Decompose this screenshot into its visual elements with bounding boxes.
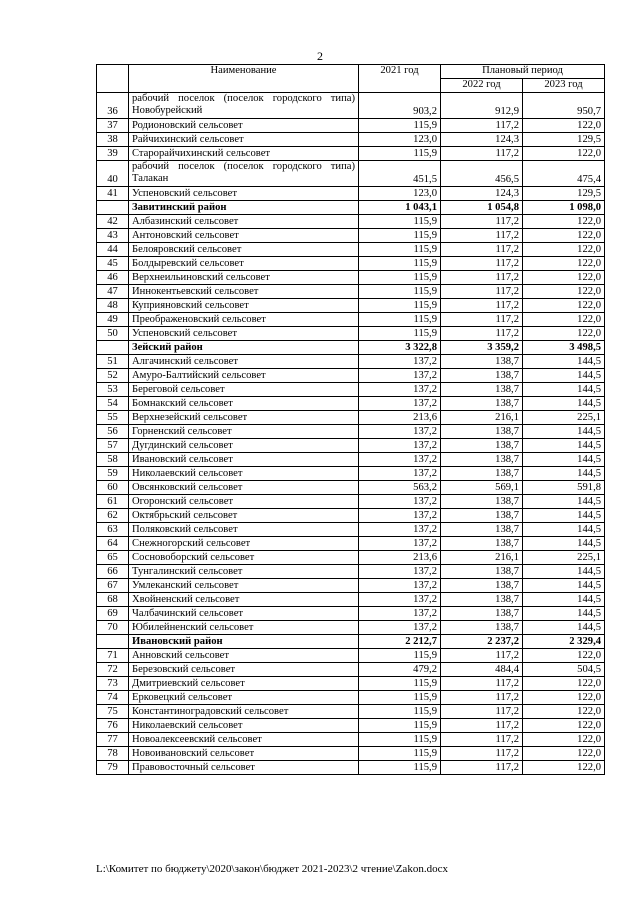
- row-number: 76: [97, 719, 129, 733]
- row-value-2022: 117,2: [441, 243, 523, 257]
- table-row: [97, 425, 605, 439]
- row-value-2023: 225,1: [523, 411, 605, 425]
- district-row: [97, 201, 605, 215]
- row-name: Горненский сельсовет: [129, 425, 359, 439]
- table-row: [97, 313, 605, 327]
- row-number: 46: [97, 271, 129, 285]
- row-number: 55: [97, 411, 129, 425]
- row-number: 77: [97, 733, 129, 747]
- row-number: 64: [97, 537, 129, 551]
- file-path-footer: L:\Комитет по бюджету\2020\закон\бюджет 2021-2023\2 чтение\Zakon.docx: [96, 863, 448, 875]
- row-value-2021: 115,9: [359, 747, 441, 761]
- row-value-2023: 129,5: [523, 187, 605, 201]
- row-name: Антоновский сельсовет: [129, 229, 359, 243]
- row-name: Ерковецкий сельсовет: [129, 691, 359, 705]
- row-number: 65: [97, 551, 129, 565]
- row-value-2021: 123,0: [359, 187, 441, 201]
- row-name: Чалбачинский сельсовет: [129, 607, 359, 621]
- row-value-2021: 115,9: [359, 691, 441, 705]
- row-value-2022: 117,2: [441, 285, 523, 299]
- row-name: Огоронский сельсовет: [129, 495, 359, 509]
- row-name: Верхнезейский сельсовет: [129, 411, 359, 425]
- row-value-2023: 122,0: [523, 243, 605, 257]
- row-value-2022: 138,7: [441, 495, 523, 509]
- row-value-2023: 122,0: [523, 229, 605, 243]
- table-row: [97, 439, 605, 453]
- row-value-2022: 138,7: [441, 383, 523, 397]
- row-name: Ивановский район: [129, 635, 359, 649]
- row-name: Овсянковский сельсовет: [129, 481, 359, 495]
- row-name: Верхнеильиновский сельсовет: [129, 271, 359, 285]
- row-name: Дмитриевский сельсовет: [129, 677, 359, 691]
- row-value-2023: 144,5: [523, 593, 605, 607]
- row-value-2021: 137,2: [359, 355, 441, 369]
- row-name: Николаевский сельсовет: [129, 719, 359, 733]
- row-number: 50: [97, 327, 129, 341]
- table-row: [97, 663, 605, 677]
- row-value-2022: 216,1: [441, 551, 523, 565]
- header-year-2021: 2021 год: [359, 65, 441, 93]
- row-value-2023: 144,5: [523, 397, 605, 411]
- row-number: 74: [97, 691, 129, 705]
- row-value-2023: 122,0: [523, 719, 605, 733]
- row-name: Белояровский сельсовет: [129, 243, 359, 257]
- row-number: 73: [97, 677, 129, 691]
- row-name: Умлеканский сельсовет: [129, 579, 359, 593]
- table-row: [97, 147, 605, 161]
- row-value-2022: 216,1: [441, 411, 523, 425]
- row-number: 40: [97, 161, 129, 187]
- row-number: 62: [97, 509, 129, 523]
- row-value-2021: 115,9: [359, 677, 441, 691]
- row-value-2022: 569,1: [441, 481, 523, 495]
- row-value-2023: 1 098,0: [523, 201, 605, 215]
- page-number: 2: [317, 49, 323, 63]
- row-value-2022: 124,3: [441, 133, 523, 147]
- row-name: Амуро-Балтийский сельсовет: [129, 369, 359, 383]
- table-row: [97, 761, 605, 775]
- row-value-2023: 122,0: [523, 299, 605, 313]
- table-row: [97, 133, 605, 147]
- row-value-2021: 137,2: [359, 565, 441, 579]
- table-row: [97, 579, 605, 593]
- row-name: Зейский район: [129, 341, 359, 355]
- table-row: [97, 411, 605, 425]
- row-value-2022: 117,2: [441, 119, 523, 133]
- row-value-2022: 117,2: [441, 229, 523, 243]
- row-value-2022: 138,7: [441, 593, 523, 607]
- row-value-2023: 591,8: [523, 481, 605, 495]
- table-row: [97, 509, 605, 523]
- row-value-2023: 950,7: [523, 93, 605, 119]
- header-name: Наименование: [129, 65, 359, 93]
- row-value-2023: 504,5: [523, 663, 605, 677]
- row-name: Поляковский сельсовет: [129, 523, 359, 537]
- row-value-2022: 138,7: [441, 439, 523, 453]
- row-value-2022: 138,7: [441, 621, 523, 635]
- table-row: [97, 705, 605, 719]
- row-value-2022: 912,9: [441, 93, 523, 119]
- row-value-2022: 117,2: [441, 313, 523, 327]
- row-name: Новоивановский сельсовет: [129, 747, 359, 761]
- row-name: Анновский сельсовет: [129, 649, 359, 663]
- row-value-2021: 115,9: [359, 733, 441, 747]
- row-value-2022: 456,5: [441, 161, 523, 187]
- row-value-2021: 115,9: [359, 313, 441, 327]
- row-name: Успеновский сельсовет: [129, 327, 359, 341]
- row-name: Успеновский сельсовет: [129, 187, 359, 201]
- row-value-2023: 144,5: [523, 621, 605, 635]
- header-number-cell: [97, 65, 129, 93]
- table-row: [97, 271, 605, 285]
- row-value-2022: 117,2: [441, 761, 523, 775]
- row-value-2022: 2 237,2: [441, 635, 523, 649]
- row-number: 49: [97, 313, 129, 327]
- row-value-2021: 479,2: [359, 663, 441, 677]
- row-name: Сосновоборский сельсовет: [129, 551, 359, 565]
- row-number: 56: [97, 425, 129, 439]
- row-value-2021: 137,2: [359, 439, 441, 453]
- row-value-2022: 138,7: [441, 509, 523, 523]
- table-row: [97, 285, 605, 299]
- row-number: 58: [97, 453, 129, 467]
- row-name: Болдыревский сельсовет: [129, 257, 359, 271]
- row-value-2023: 144,5: [523, 579, 605, 593]
- header-planned-period: Плановый период: [441, 65, 605, 79]
- row-value-2023: 122,0: [523, 147, 605, 161]
- row-number: 78: [97, 747, 129, 761]
- row-value-2021: 137,2: [359, 425, 441, 439]
- row-value-2022: 117,2: [441, 691, 523, 705]
- row-number: 47: [97, 285, 129, 299]
- row-name: Константиноградовский сельсовет: [129, 705, 359, 719]
- table-row: [97, 719, 605, 733]
- row-value-2023: 122,0: [523, 761, 605, 775]
- row-name: Старорайчихинский сельсовет: [129, 147, 359, 161]
- row-value-2021: 137,2: [359, 453, 441, 467]
- row-value-2021: 137,2: [359, 621, 441, 635]
- row-number: 66: [97, 565, 129, 579]
- row-value-2023: 122,0: [523, 285, 605, 299]
- row-value-2023: 122,0: [523, 119, 605, 133]
- table-row: [97, 187, 605, 201]
- row-value-2023: 122,0: [523, 677, 605, 691]
- row-value-2022: 138,7: [441, 565, 523, 579]
- row-value-2021: 115,9: [359, 299, 441, 313]
- row-value-2022: 138,7: [441, 607, 523, 621]
- row-value-2023: 144,5: [523, 495, 605, 509]
- row-number: 45: [97, 257, 129, 271]
- row-value-2023: 144,5: [523, 439, 605, 453]
- table-row: [97, 397, 605, 411]
- row-number: [97, 635, 129, 649]
- row-value-2022: 3 359,2: [441, 341, 523, 355]
- row-value-2023: 122,0: [523, 649, 605, 663]
- row-value-2021: 137,2: [359, 579, 441, 593]
- row-value-2021: 213,6: [359, 411, 441, 425]
- row-number: [97, 341, 129, 355]
- table-row: [97, 593, 605, 607]
- row-value-2023: 122,0: [523, 691, 605, 705]
- row-name: Снежногорский сельсовет: [129, 537, 359, 551]
- table-row: [97, 677, 605, 691]
- table-row: [97, 621, 605, 635]
- row-value-2021: 137,2: [359, 607, 441, 621]
- table-row: [97, 523, 605, 537]
- row-value-2022: 117,2: [441, 257, 523, 271]
- row-number: 53: [97, 383, 129, 397]
- row-number: 57: [97, 439, 129, 453]
- table-row: [97, 537, 605, 551]
- row-value-2022: 138,7: [441, 579, 523, 593]
- row-name: Правовосточный сельсовет: [129, 761, 359, 775]
- table-row: [97, 119, 605, 133]
- row-number: 70: [97, 621, 129, 635]
- row-value-2022: 1 054,8: [441, 201, 523, 215]
- row-value-2022: 484,4: [441, 663, 523, 677]
- table-row: [97, 355, 605, 369]
- header-year-2022: 2022 год: [441, 79, 523, 93]
- row-value-2021: 137,2: [359, 383, 441, 397]
- row-value-2021: 563,2: [359, 481, 441, 495]
- row-value-2022: 117,2: [441, 215, 523, 229]
- budget-table: [96, 64, 605, 775]
- row-value-2023: 144,5: [523, 383, 605, 397]
- row-value-2022: 117,2: [441, 649, 523, 663]
- row-number: 42: [97, 215, 129, 229]
- row-value-2022: 117,2: [441, 719, 523, 733]
- row-value-2021: 137,2: [359, 537, 441, 551]
- row-value-2023: 475,4: [523, 161, 605, 187]
- row-value-2021: 115,9: [359, 327, 441, 341]
- row-name: Бомнакский сельсовет: [129, 397, 359, 411]
- table-row: [97, 733, 605, 747]
- row-value-2022: 117,2: [441, 271, 523, 285]
- row-value-2023: 144,5: [523, 425, 605, 439]
- table-row: [97, 299, 605, 313]
- row-number: 38: [97, 133, 129, 147]
- row-value-2021: 115,9: [359, 719, 441, 733]
- row-value-2021: 115,9: [359, 147, 441, 161]
- row-name: Куприяновский сельсовет: [129, 299, 359, 313]
- district-row: [97, 341, 605, 355]
- row-value-2022: 117,2: [441, 299, 523, 313]
- district-row: [97, 635, 605, 649]
- row-name: Райчихинский сельсовет: [129, 133, 359, 147]
- table-row: [97, 551, 605, 565]
- row-value-2021: 137,2: [359, 523, 441, 537]
- table-row: [97, 495, 605, 509]
- row-name: Ивановский сельсовет: [129, 453, 359, 467]
- table-row: [97, 257, 605, 271]
- table-row: [97, 649, 605, 663]
- row-number: 61: [97, 495, 129, 509]
- row-value-2023: 122,0: [523, 705, 605, 719]
- row-number: [97, 201, 129, 215]
- row-value-2022: 117,2: [441, 327, 523, 341]
- row-value-2023: 144,5: [523, 607, 605, 621]
- row-value-2021: 137,2: [359, 467, 441, 481]
- row-number: 44: [97, 243, 129, 257]
- row-value-2021: 123,0: [359, 133, 441, 147]
- row-number: 69: [97, 607, 129, 621]
- table-row: [97, 161, 605, 187]
- row-value-2021: 115,9: [359, 285, 441, 299]
- row-value-2021: 115,9: [359, 119, 441, 133]
- row-value-2022: 138,7: [441, 425, 523, 439]
- table-row: [97, 691, 605, 705]
- row-value-2022: 138,7: [441, 397, 523, 411]
- row-value-2021: 903,2: [359, 93, 441, 119]
- table-row: [97, 369, 605, 383]
- row-value-2022: 138,7: [441, 369, 523, 383]
- row-name: Березовский сельсовет: [129, 663, 359, 677]
- row-number: 63: [97, 523, 129, 537]
- row-value-2021: 451,5: [359, 161, 441, 187]
- row-value-2022: 117,2: [441, 747, 523, 761]
- row-value-2022: 117,2: [441, 733, 523, 747]
- row-value-2023: 225,1: [523, 551, 605, 565]
- row-number: 79: [97, 761, 129, 775]
- row-value-2021: 115,9: [359, 649, 441, 663]
- row-name: Преображеновский сельсовет: [129, 313, 359, 327]
- row-name: рабочий поселок (поселок городского типа) Новобурейский: [129, 93, 359, 119]
- row-value-2022: 138,7: [441, 355, 523, 369]
- row-name: Дугдинский сельсовет: [129, 439, 359, 453]
- table-row: [97, 453, 605, 467]
- row-name: Тунгалинский сельсовет: [129, 565, 359, 579]
- row-value-2021: 115,9: [359, 229, 441, 243]
- row-number: 59: [97, 467, 129, 481]
- row-number: 43: [97, 229, 129, 243]
- row-value-2023: 122,0: [523, 313, 605, 327]
- row-value-2023: 144,5: [523, 355, 605, 369]
- row-value-2022: 138,7: [441, 467, 523, 481]
- table-row: [97, 747, 605, 761]
- row-value-2021: 115,9: [359, 705, 441, 719]
- row-value-2021: 115,9: [359, 243, 441, 257]
- table-row: [97, 607, 605, 621]
- row-name: Октябрьский сельсовет: [129, 509, 359, 523]
- row-value-2021: 137,2: [359, 509, 441, 523]
- row-number: 68: [97, 593, 129, 607]
- row-number: 71: [97, 649, 129, 663]
- row-number: 72: [97, 663, 129, 677]
- table-row: [97, 243, 605, 257]
- row-value-2021: 3 322,8: [359, 341, 441, 355]
- row-value-2021: 137,2: [359, 495, 441, 509]
- row-name: рабочий поселок (поселок городского типа) Талакан: [129, 161, 359, 187]
- row-value-2023: 144,5: [523, 453, 605, 467]
- row-name: Иннокентьевский сельсовет: [129, 285, 359, 299]
- row-value-2023: 122,0: [523, 257, 605, 271]
- header-year-2023: 2023 год: [523, 79, 605, 93]
- row-value-2023: 144,5: [523, 509, 605, 523]
- row-name: Николаевский сельсовет: [129, 467, 359, 481]
- row-value-2023: 122,0: [523, 215, 605, 229]
- row-number: 51: [97, 355, 129, 369]
- row-name: Албазинский сельсовет: [129, 215, 359, 229]
- row-value-2023: 129,5: [523, 133, 605, 147]
- table-row: [97, 215, 605, 229]
- table-row: [97, 467, 605, 481]
- table-row: [97, 229, 605, 243]
- row-value-2023: 122,0: [523, 733, 605, 747]
- row-value-2021: 115,9: [359, 761, 441, 775]
- row-value-2023: 122,0: [523, 271, 605, 285]
- row-name: Алгачинский сельсовет: [129, 355, 359, 369]
- table-row: [97, 481, 605, 495]
- row-value-2021: 115,9: [359, 257, 441, 271]
- row-number: 39: [97, 147, 129, 161]
- row-value-2023: 2 329,4: [523, 635, 605, 649]
- row-name: Новоалексеевский сельсовет: [129, 733, 359, 747]
- row-name: Хвойненский сельсовет: [129, 593, 359, 607]
- row-value-2022: 138,7: [441, 523, 523, 537]
- row-value-2023: 144,5: [523, 369, 605, 383]
- row-value-2023: 144,5: [523, 565, 605, 579]
- row-number: 52: [97, 369, 129, 383]
- row-value-2021: 137,2: [359, 397, 441, 411]
- row-value-2021: 213,6: [359, 551, 441, 565]
- row-value-2021: 115,9: [359, 215, 441, 229]
- row-number: 36: [97, 93, 129, 119]
- row-name: Юбилейненский сельсовет: [129, 621, 359, 635]
- row-value-2022: 124,3: [441, 187, 523, 201]
- row-number: 60: [97, 481, 129, 495]
- table-row: [97, 327, 605, 341]
- row-value-2022: 138,7: [441, 537, 523, 551]
- row-value-2022: 117,2: [441, 677, 523, 691]
- row-value-2021: 137,2: [359, 369, 441, 383]
- row-value-2021: 1 043,1: [359, 201, 441, 215]
- row-name: Завитинский район: [129, 201, 359, 215]
- table-row: [97, 565, 605, 579]
- row-value-2021: 137,2: [359, 593, 441, 607]
- row-number: 75: [97, 705, 129, 719]
- row-number: 67: [97, 579, 129, 593]
- row-name: Родионовский сельсовет: [129, 119, 359, 133]
- row-number: 48: [97, 299, 129, 313]
- table-body: [97, 93, 605, 775]
- row-value-2022: 117,2: [441, 147, 523, 161]
- row-value-2021: 115,9: [359, 271, 441, 285]
- row-number: 37: [97, 119, 129, 133]
- row-number: 54: [97, 397, 129, 411]
- row-value-2023: 122,0: [523, 747, 605, 761]
- row-value-2023: 144,5: [523, 537, 605, 551]
- row-value-2023: 3 498,5: [523, 341, 605, 355]
- row-value-2023: 144,5: [523, 467, 605, 481]
- row-number: 41: [97, 187, 129, 201]
- row-value-2022: 138,7: [441, 453, 523, 467]
- row-name: Береговой сельсовет: [129, 383, 359, 397]
- row-value-2022: 117,2: [441, 705, 523, 719]
- table-row: [97, 93, 605, 119]
- row-value-2021: 2 212,7: [359, 635, 441, 649]
- row-value-2023: 122,0: [523, 327, 605, 341]
- table-row: [97, 383, 605, 397]
- row-value-2023: 144,5: [523, 523, 605, 537]
